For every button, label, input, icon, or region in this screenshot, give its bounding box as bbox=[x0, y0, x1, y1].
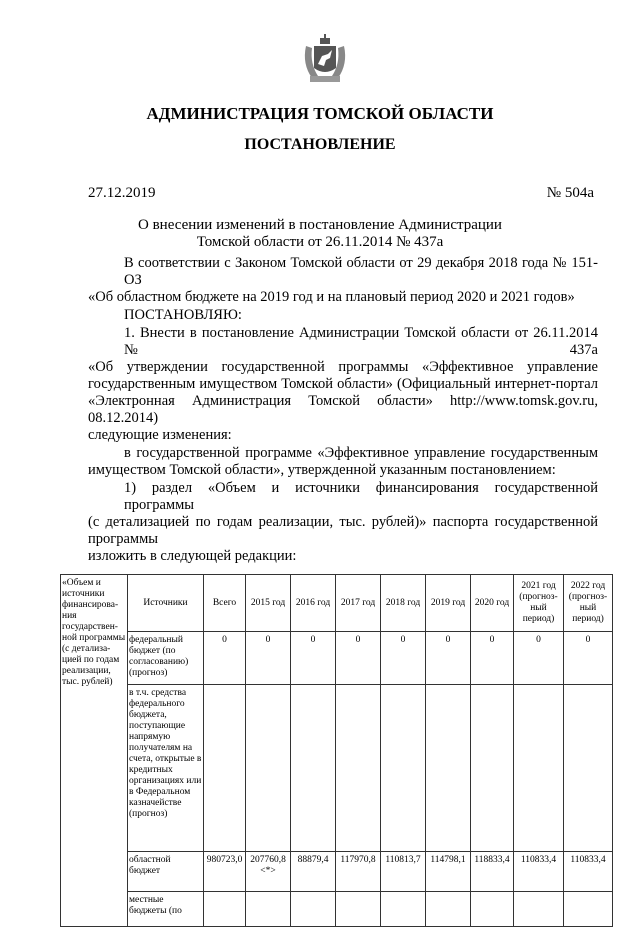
value-cell bbox=[246, 892, 291, 927]
column-header: 2016 год bbox=[291, 575, 336, 632]
column-header: Всего bbox=[204, 575, 246, 632]
column-header: 2020 год bbox=[471, 575, 514, 632]
text-line: имуществом Томской области», утвержденной указанным постановлением: bbox=[88, 462, 556, 478]
value-cell: 0 bbox=[336, 632, 381, 685]
value-cell: 88879,4 bbox=[291, 852, 336, 892]
text-line: в государственной программе «Эффективное управление государственным bbox=[124, 445, 598, 461]
value-cell bbox=[426, 685, 471, 852]
value-cell: 0 bbox=[426, 632, 471, 685]
source-cell: в т.ч. средства федерального бюджета, поступающие напрямую получателям на счета, открытые в кредитных организациях или в Федеральном казначействе (прогноз) bbox=[128, 685, 204, 852]
paragraph-program bbox=[88, 445, 598, 479]
row-label-cell: «Объем и источники финансирова-ния государствен-ной программы (с детализа-цией по годам реализации, тыс. рублей) bbox=[61, 575, 128, 927]
text-line: (с детализацией по годам реализации, тыс. рублей)» паспорта государственной программы bbox=[88, 514, 598, 547]
value-cell: 207760,8 <*> bbox=[246, 852, 291, 892]
value-cell bbox=[204, 892, 246, 927]
text-line: ПОСТАНОВЛЯЮ: bbox=[124, 307, 242, 323]
paragraph-subitem-1 bbox=[88, 480, 598, 565]
organization-title: АДМИНИСТРАЦИЯ ТОМСКОЙ ОБЛАСТИ bbox=[146, 104, 494, 123]
financing-table bbox=[60, 574, 613, 927]
value-cell bbox=[514, 685, 564, 852]
value-cell: 110813,7 bbox=[381, 852, 426, 892]
text-line: «Об утверждении государственной программы «Эффективное управление bbox=[88, 359, 598, 375]
value-cell bbox=[426, 892, 471, 927]
value-cell: 0 bbox=[381, 632, 426, 685]
value-cell bbox=[291, 685, 336, 852]
value-cell: 0 bbox=[246, 632, 291, 685]
document-content bbox=[60, 255, 620, 927]
table-row bbox=[61, 685, 613, 852]
coat-of-arms-emblem bbox=[300, 34, 350, 86]
table-header-row bbox=[61, 575, 613, 632]
paragraph-resolve bbox=[88, 307, 598, 324]
source-cell: федеральный бюджет (по согласованию) (прогноз) bbox=[128, 632, 204, 685]
paragraph-item-1 bbox=[88, 325, 598, 444]
document-number: № 504а bbox=[546, 185, 594, 201]
text-line: следующие изменения: bbox=[88, 427, 232, 443]
source-cell: местные бюджеты (по bbox=[128, 892, 204, 927]
text-line: государственным имуществом Томской области» (Официальный интернет-портал bbox=[88, 376, 598, 392]
document-body bbox=[88, 255, 598, 565]
column-header: 2017 год bbox=[336, 575, 381, 632]
column-header: 2018 год bbox=[381, 575, 426, 632]
document-heading bbox=[0, 217, 640, 251]
text-line: «Электронная Администрация Томской области» http://www.tomsk.gov.ru, 08.12.2014) bbox=[88, 393, 598, 426]
table-row bbox=[61, 852, 613, 892]
value-cell: 0 bbox=[564, 632, 613, 685]
value-cell: 0 bbox=[204, 632, 246, 685]
value-cell bbox=[336, 685, 381, 852]
value-cell: 0 bbox=[471, 632, 514, 685]
column-header: Источники bbox=[128, 575, 204, 632]
value-cell bbox=[246, 685, 291, 852]
column-header: 2019 год bbox=[426, 575, 471, 632]
table-row bbox=[61, 892, 613, 927]
document-type: ПОСТАНОВЛЕНИЕ bbox=[244, 136, 396, 153]
value-cell: 0 bbox=[514, 632, 564, 685]
text-line: В соответствии с Законом Томской области от 29 декабря 2018 года № 151-ОЗ bbox=[124, 255, 598, 288]
value-cell bbox=[564, 685, 613, 852]
paragraph-preamble bbox=[88, 255, 598, 306]
value-cell: 110833,4 bbox=[564, 852, 613, 892]
heading-line: О внесении изменений в постановление Администрации bbox=[138, 217, 502, 233]
text-line: изложить в следующей редакции: bbox=[88, 548, 297, 564]
value-cell bbox=[471, 685, 514, 852]
value-cell bbox=[381, 892, 426, 927]
value-cell bbox=[471, 892, 514, 927]
value-cell: 110833,4 bbox=[514, 852, 564, 892]
text-line: 1. Внести в постановление Администрации Томской области от 26.11.2014 № 437а bbox=[124, 325, 598, 358]
text-line: 1) раздел «Объем и источники финансирования государственной программы bbox=[124, 480, 598, 513]
value-cell: 118833,4 bbox=[471, 852, 514, 892]
value-cell: 980723,0 bbox=[204, 852, 246, 892]
document-date: 27.12.2019 bbox=[88, 185, 156, 201]
text-line: «Об областном бюджете на 2019 год и на плановый период 2020 и 2021 годов» bbox=[88, 289, 575, 305]
value-cell bbox=[291, 892, 336, 927]
value-cell: 0 bbox=[291, 632, 336, 685]
column-header: 2022 год (прогноз-ный период) bbox=[564, 575, 613, 632]
value-cell: 114798,1 bbox=[426, 852, 471, 892]
source-cell: областной бюджет bbox=[128, 852, 204, 892]
value-cell bbox=[514, 892, 564, 927]
column-header: 2021 год (прогноз-ный период) bbox=[514, 575, 564, 632]
value-cell bbox=[204, 685, 246, 852]
value-cell bbox=[381, 685, 426, 852]
value-cell bbox=[564, 892, 613, 927]
value-cell: 117970,8 bbox=[336, 852, 381, 892]
value-cell bbox=[336, 892, 381, 927]
heading-line: Томской области от 26.11.2014 № 437а bbox=[196, 234, 444, 250]
table-row bbox=[61, 632, 613, 685]
column-header: 2015 год bbox=[246, 575, 291, 632]
